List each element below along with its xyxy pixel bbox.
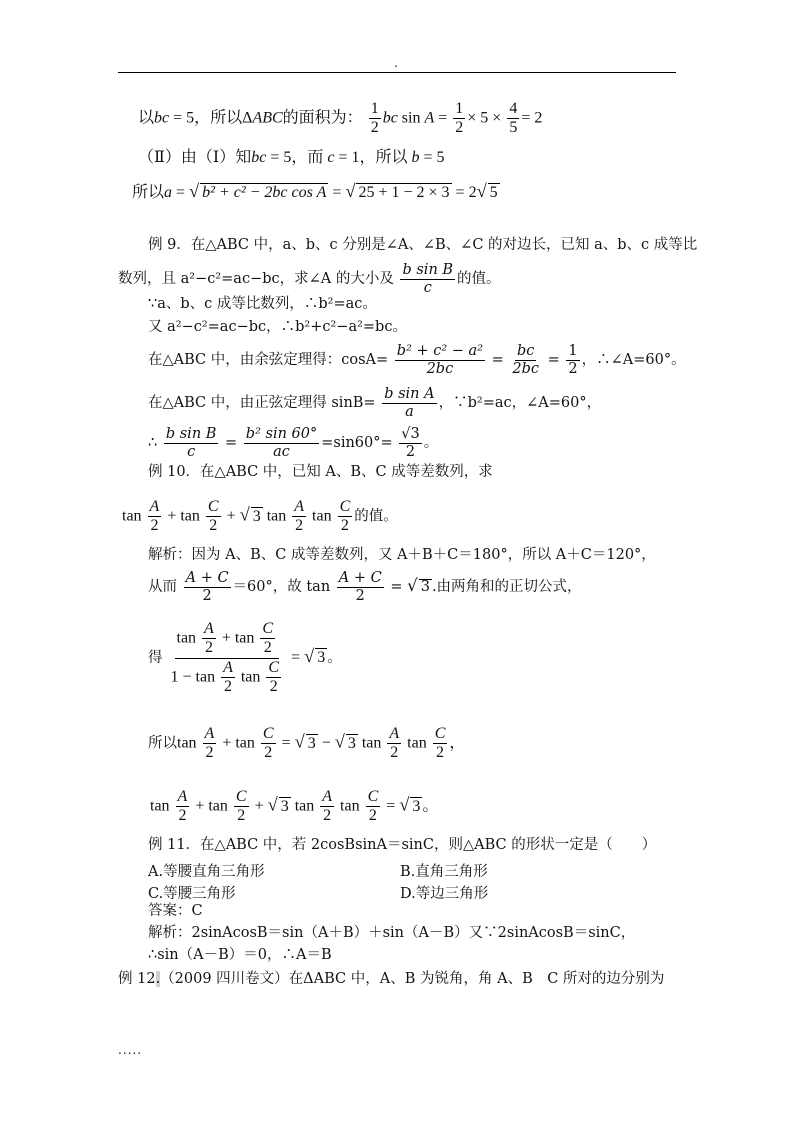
text: ∴ bbox=[148, 435, 158, 452]
text: 例 12 bbox=[118, 971, 156, 987]
fraction: $\frac{A + C}{2}$ bbox=[185, 570, 229, 604]
sqrt-sign: √ bbox=[239, 504, 250, 525]
math-func: tan bbox=[180, 507, 200, 525]
math-op: = 2 bbox=[521, 109, 543, 127]
example-10-line-4 bbox=[148, 570, 582, 604]
text: 以 bbox=[138, 109, 155, 127]
fraction: $\frac{1}{2}$ bbox=[568, 343, 578, 377]
math-var: bc bbox=[251, 149, 267, 166]
text: 的面积为： bbox=[282, 109, 363, 127]
math-op: + bbox=[167, 507, 177, 525]
example-9-line-2 bbox=[118, 262, 501, 296]
radicand: 5 bbox=[489, 184, 498, 201]
example-10-line-7 bbox=[150, 788, 438, 826]
math-func: tan bbox=[208, 797, 228, 815]
example-11-solution-2: ∴sin（A－B）＝0，∴A＝B bbox=[148, 947, 332, 963]
text: 。 bbox=[422, 797, 439, 815]
math-var: bc bbox=[154, 109, 170, 127]
math-func: tan bbox=[294, 797, 315, 815]
example-9-line-5 bbox=[148, 343, 686, 377]
text: ， bbox=[449, 734, 466, 752]
fraction: $\frac{A}{2}$ bbox=[149, 498, 160, 535]
text: ＝60°，故 tan bbox=[232, 579, 331, 596]
fraction: $\frac{C}{2}$ bbox=[367, 788, 379, 825]
math-op: × 5 × bbox=[467, 109, 502, 127]
sqrt-sign: √ bbox=[304, 645, 315, 666]
radicand: 3 bbox=[412, 797, 421, 815]
math-var: c bbox=[327, 149, 335, 166]
math-var: b bbox=[411, 149, 420, 166]
math-op: = bbox=[225, 435, 238, 452]
radicand: 3 bbox=[307, 734, 316, 752]
text: 所以 bbox=[148, 735, 177, 752]
radicand: 3 bbox=[317, 648, 326, 666]
fraction: $\frac{1}{2}$ bbox=[370, 100, 379, 137]
text: 。 bbox=[423, 435, 439, 452]
math-var: bc bbox=[382, 109, 398, 127]
example-10-line-1: 例 10．在△ABC 中，已知 A、B、C 成等差数列，求 bbox=[148, 464, 493, 480]
example-11-solution: 解析：2sinAcosB＝sin（A＋B）＋sin（A－B）又∵2sinAcosB＝sinC， bbox=[148, 925, 636, 941]
fraction: $\frac{\text{b sin A}}{a}$ bbox=[384, 386, 435, 420]
sqrt-sign: √ bbox=[345, 181, 356, 201]
fraction: $\frac{√3}{2}$ bbox=[401, 426, 420, 460]
text: ，∵b²=ac，∠A=60°， bbox=[438, 395, 602, 412]
math-func: tan bbox=[361, 734, 382, 752]
sqrt-sign: √ bbox=[334, 731, 345, 752]
text: = 1，所以 bbox=[338, 149, 408, 166]
header-rule bbox=[118, 72, 676, 73]
line-area bbox=[138, 100, 542, 138]
sqrt-sign: √ bbox=[407, 576, 418, 596]
sqrt-sign: √ bbox=[294, 731, 305, 752]
radicand: 3 bbox=[280, 797, 289, 815]
text: 数列，且 a²−c²=ac−bc，求∠A 的大小及 bbox=[118, 271, 394, 288]
text: 得 bbox=[148, 649, 163, 666]
sqrt-sign: √ bbox=[189, 181, 200, 201]
sqrt-sign: √ bbox=[399, 794, 410, 815]
text: （Ⅱ）由（Ⅰ）知 bbox=[138, 149, 252, 166]
fraction: $\frac{A}{2}$ bbox=[177, 788, 188, 825]
fraction: $\frac{C}{2}$ bbox=[262, 725, 274, 762]
math-op: = bbox=[281, 734, 291, 752]
math-func: sin bbox=[401, 109, 421, 127]
math-op: = bbox=[390, 579, 403, 596]
example-9-line-7 bbox=[148, 426, 438, 460]
math-op: = bbox=[386, 797, 396, 815]
line-side-a bbox=[132, 182, 500, 202]
fraction: $\frac{A}{2}$ bbox=[204, 725, 215, 762]
text: = 5，而 bbox=[270, 149, 324, 166]
text: 在△ABC 中，由余弦定理得：cosA= bbox=[148, 352, 389, 369]
fraction: $\frac{C}{2}$ bbox=[235, 788, 247, 825]
math-func: tan bbox=[266, 507, 287, 525]
example-9-line-6 bbox=[148, 386, 601, 420]
text: = 5 bbox=[173, 109, 195, 127]
example-11-line-1: 例 11．在△ABC 中，若 2cosBsinA＝sinC，则△ABC 的形状一定是（ ） bbox=[148, 837, 657, 853]
math-op: = bbox=[438, 109, 448, 127]
fraction: $\frac{C}{2}$ bbox=[207, 498, 219, 535]
math-func: tan bbox=[177, 734, 197, 752]
text: 在△ABC 中，由正弦定理得 sinB= bbox=[148, 395, 376, 412]
text: 从而 bbox=[148, 579, 177, 596]
fraction: $\frac{4}{5}$ bbox=[509, 100, 518, 137]
text: ，∴∠A=60°。 bbox=[581, 352, 686, 369]
math-func: tan bbox=[312, 507, 332, 525]
example-11-answer: 答案：C bbox=[148, 903, 203, 919]
text: ，所以Δ bbox=[194, 109, 253, 127]
radicand: 3 bbox=[420, 579, 430, 596]
math-func: tan bbox=[150, 797, 170, 815]
fraction: $\frac{\text{b² + c² − a²}}{2bc}$ bbox=[396, 343, 484, 377]
math-op: = bbox=[291, 648, 301, 666]
fraction: $\frac{\text{b sin B}}{c}$ bbox=[165, 426, 217, 460]
example-9-line-4: 又 a²−c²=ac−bc，∴b²+c²−a²=bc。 bbox=[148, 319, 407, 335]
text: 的值。 bbox=[457, 271, 501, 288]
fraction: $\frac{A}{2}$ bbox=[389, 725, 400, 762]
radicand: b² + c² − 2bc cos A bbox=[202, 184, 327, 201]
text: = 5 bbox=[423, 149, 445, 166]
sqrt-sign: √ bbox=[476, 181, 487, 201]
footer-mark: ..... bbox=[118, 1043, 143, 1057]
math-func: tan bbox=[122, 507, 142, 525]
math-op: + bbox=[195, 797, 205, 815]
fraction: $\frac{\text{b sin B}}{c}$ bbox=[402, 262, 454, 296]
text: =sin60°= bbox=[321, 435, 393, 452]
highlight-mark: . bbox=[155, 971, 161, 987]
math-op: = bbox=[332, 184, 342, 201]
math-op: = bbox=[176, 184, 186, 201]
fraction: $\frac{\text{b² sin 60°}}{ac}$ bbox=[245, 426, 318, 460]
math-func: tan bbox=[340, 797, 360, 815]
math-op: = 2 bbox=[455, 184, 477, 201]
fraction: tan $\frac{A}{2}$ + tan $\frac{C}{2}$ 1 − tan $\frac{A}{2}$ tan $\frac{C}{2}$ bbox=[170, 620, 280, 696]
text: 的值。 bbox=[354, 508, 398, 525]
example-10-expression bbox=[122, 498, 398, 536]
example-10-line-6 bbox=[148, 725, 465, 763]
sqrt-sign: √ bbox=[267, 794, 278, 815]
radicand: 3 bbox=[347, 734, 356, 752]
example-10-compound-fraction bbox=[148, 620, 342, 697]
math-op: + bbox=[254, 797, 264, 815]
fraction: $\frac{C}{2}$ bbox=[339, 498, 351, 535]
fraction: $\frac{1}{2}$ bbox=[455, 100, 464, 137]
option-b: B.直角三角形 bbox=[400, 864, 488, 880]
math-func: tan bbox=[407, 734, 427, 752]
example-9-line-1: 例 9．在△ABC 中，a、b、c 分别是∠A、∠B、∠C 的对边长，已知 a、b、c 成等比 bbox=[148, 237, 698, 253]
option-a: A.等腰直角三角形 bbox=[148, 864, 265, 880]
math-op: = bbox=[491, 352, 504, 369]
fraction: $\frac{bc}{2bc}$ bbox=[512, 343, 540, 377]
example-10-line-3: 解析：因为 A、B、C 成等差数列，又 A＋B＋C＝180°，所以 A＋C＝120°， bbox=[148, 547, 656, 563]
fraction: $\frac{A}{2}$ bbox=[294, 498, 305, 535]
math-op: + bbox=[226, 507, 236, 525]
fraction: $\frac{A}{2}$ bbox=[322, 788, 333, 825]
fraction: $\frac{C}{2}$ bbox=[434, 725, 446, 762]
option-c: C.等腰三角形 bbox=[148, 886, 236, 902]
math-func: tan bbox=[235, 734, 255, 752]
example-12-line-1 bbox=[118, 972, 664, 987]
math-var: a bbox=[164, 184, 173, 201]
text: 。 bbox=[327, 649, 342, 666]
radicand: 25 + 1 − 2 × 3 bbox=[358, 184, 450, 201]
header-mark: . bbox=[394, 56, 398, 70]
math-var: A bbox=[424, 109, 435, 127]
text: .由两角和的正切公式， bbox=[431, 579, 582, 596]
math-var: ABC bbox=[252, 109, 283, 127]
math-op: − bbox=[321, 734, 331, 752]
radicand: 3 bbox=[252, 507, 261, 525]
math-op: + bbox=[222, 734, 232, 752]
example-9-line-3: ∵a、b、c 成等比数列，∴b²=ac。 bbox=[148, 296, 377, 312]
line-part-two bbox=[138, 150, 445, 166]
text: （2009 四川卷文）在ΔABC 中，A、B 为锐角，角 A、B C 所对的边分别为 bbox=[160, 971, 665, 987]
option-d: D.等边三角形 bbox=[400, 886, 489, 902]
math-op: = bbox=[547, 352, 560, 369]
text: 所以 bbox=[132, 184, 165, 201]
fraction: $\frac{A + C}{2}$ bbox=[338, 570, 382, 604]
